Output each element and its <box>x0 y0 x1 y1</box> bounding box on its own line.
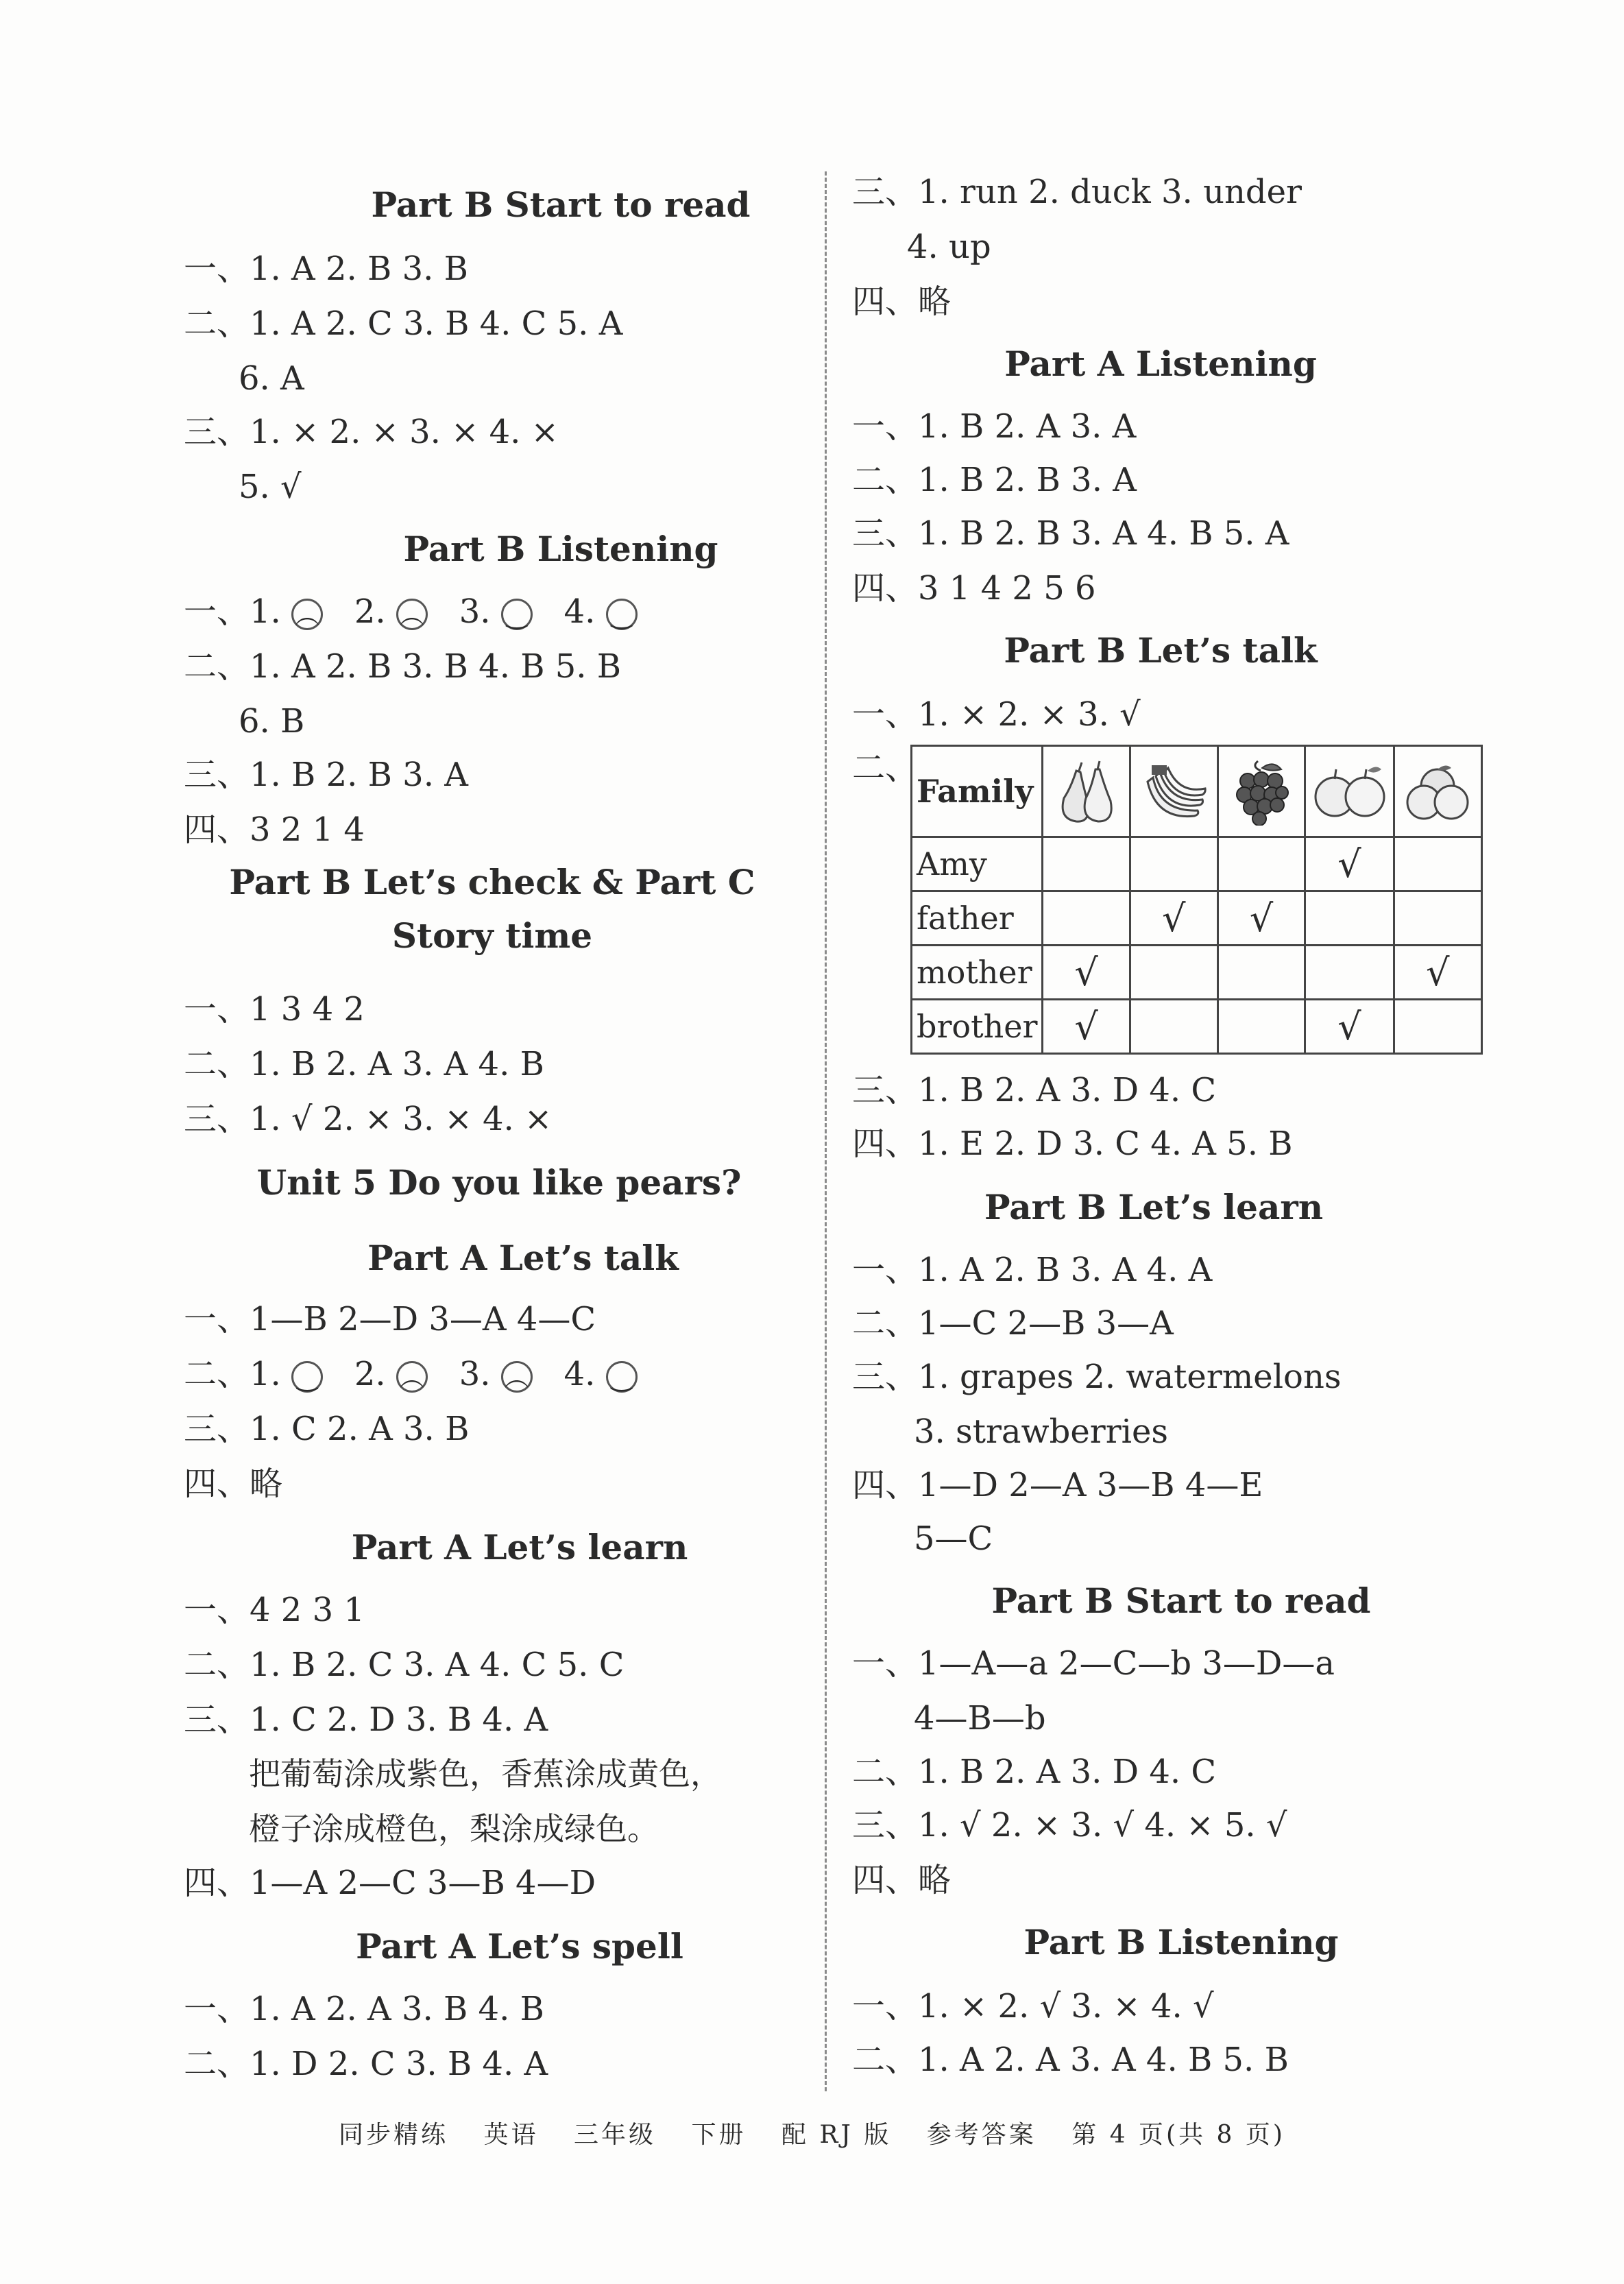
answer-line: 四、略 <box>852 283 952 321</box>
check-cell <box>1394 891 1481 946</box>
answer-line: 四、1. E 2. D 3. C 4. A 5. B <box>852 1125 1293 1163</box>
apple-icon <box>1305 746 1394 837</box>
smile-face-icon: ‿ <box>606 1361 638 1393</box>
answer-line: 二、1—C 2—B 3—A <box>852 1304 1174 1343</box>
column-divider <box>825 171 827 2091</box>
answer-number: 2. <box>354 1355 386 1393</box>
footer-subject: 英语 <box>483 2121 539 2149</box>
check-cell <box>1043 837 1130 891</box>
answer-line: 一、4 2 3 1 <box>184 1591 365 1629</box>
table-row <box>912 1000 1482 1054</box>
unit-title: Unit 5 Do you like pears? <box>256 1162 742 1203</box>
check-cell <box>1218 946 1305 1000</box>
answer-line: 一、1. × 2. √ 3. × 4. √ <box>852 1987 1214 2025</box>
section-title: Part A Let’s talk <box>367 1238 679 1278</box>
answer-line: 三、1. B 2. A 3. D 4. C <box>852 1071 1217 1109</box>
grape-icon <box>1218 746 1305 837</box>
sad-face-icon: ︵ <box>291 599 323 630</box>
banana-icon <box>1130 746 1217 837</box>
answer-number: 4. <box>563 592 596 631</box>
answer-line: 三、1. √ 2. × 3. × 4. × <box>184 1100 553 1138</box>
answer-line: 5. √ <box>239 468 302 506</box>
answer-line: 把葡萄涂成紫色，香蕉涂成黄色， <box>249 1755 722 1792</box>
answer-line: 四、1—A 2—C 3—B 4—D <box>184 1864 596 1902</box>
answer-number: 4. <box>563 1355 596 1393</box>
sad-face-icon: ︵ <box>396 599 428 630</box>
check-cell <box>1218 1000 1305 1054</box>
answer-line: 四、3 2 1 4 <box>184 810 365 849</box>
answer-line: 一、1. B 2. A 3. A <box>852 407 1137 446</box>
footer-page-number: 第 4 页(共 8 页) <box>1071 2121 1285 2149</box>
footer-grade: 三年级 <box>573 2121 656 2149</box>
section-title: Story time <box>391 915 593 956</box>
section-title: Part B Let’s check & Part C <box>229 862 755 902</box>
answer-line: 二、1. A 2. B 3. B 4. B 5. B <box>184 647 622 686</box>
answer-line: 三、1. × 2. × 3. × 4. × <box>184 413 559 451</box>
answer-line: 一、1. A 2. B 3. A 4. A <box>852 1251 1213 1289</box>
answer-number: 3. <box>459 1355 491 1393</box>
table-row <box>912 837 1482 891</box>
smile-face-icon: ‿ <box>501 599 533 630</box>
answer-line: 四、略 <box>852 1861 952 1899</box>
answer-line: 四、1—D 2—A 3—B 4—E <box>852 1466 1263 1504</box>
answer-line: 三、1. C 2. D 3. B 4. A <box>184 1700 548 1739</box>
answer-line: 二、 <box>852 749 919 787</box>
check-cell <box>1394 1000 1481 1054</box>
page-footer <box>0 2115 1624 2150</box>
answer-line: 一、1—B 2—D 3—A 4—C <box>184 1300 596 1338</box>
answer-line: 5—C <box>914 1519 993 1558</box>
table-row <box>912 891 1482 946</box>
answer-line: 二、1. A 2. C 3. B 4. C 5. A <box>184 304 623 343</box>
section-title: Part B Start to read <box>991 1580 1371 1621</box>
check-cell: √ <box>1394 946 1481 1000</box>
table-header-row <box>912 746 1482 837</box>
answer-line: 一、1—A—a 2—C—b 3—D—a <box>852 1644 1335 1683</box>
pear-icon <box>1043 746 1130 837</box>
section-title: Part A Let’s spell <box>356 1926 683 1967</box>
answer-line: 三、1. C 2. A 3. B <box>184 1410 470 1448</box>
answer-line: 二、1. D 2. C 3. B 4. A <box>184 2045 548 2083</box>
answer-line: 一、1 3 4 2 <box>184 990 365 1029</box>
sad-face-icon: ︵ <box>501 1361 533 1393</box>
answer-line-faces <box>184 592 638 631</box>
check-cell <box>1043 891 1130 946</box>
section-title: Part A Let’s learn <box>351 1527 688 1567</box>
section-title: Part B Listening <box>1023 1922 1339 1962</box>
table-row <box>912 946 1482 1000</box>
answer-line-faces <box>184 1355 638 1393</box>
answer-line: 二、1. B 2. A 3. A 4. B <box>184 1045 544 1083</box>
check-cell <box>1130 837 1217 891</box>
footer-edition: 配 RJ 版 <box>781 2121 892 2149</box>
section-title: Part B Listening <box>403 529 718 569</box>
smile-face-icon: ‿ <box>291 1361 323 1393</box>
section-title: Part B Let’s talk <box>1004 630 1318 671</box>
check-cell: √ <box>1043 1000 1130 1054</box>
row-label: brother <box>912 1000 1043 1054</box>
answer-line: 三、1. √ 2. × 3. √ 4. × 5. √ <box>852 1806 1287 1844</box>
answer-line: 6. A <box>239 359 304 398</box>
check-cell <box>1130 946 1217 1000</box>
section-title: Part A Listening <box>1004 344 1317 384</box>
check-cell <box>1305 891 1394 946</box>
check-cell: √ <box>1305 837 1394 891</box>
row-label: Amy <box>912 837 1043 891</box>
check-cell: √ <box>1305 1000 1394 1054</box>
answer-line: 一、1. A 2. B 3. B <box>184 250 468 288</box>
check-cell <box>1218 837 1305 891</box>
answer-line: 二、1. B 2. B 3. A <box>852 461 1137 499</box>
family-fruit-table <box>910 745 1483 1055</box>
check-cell: √ <box>1130 891 1217 946</box>
row-label: father <box>912 891 1043 946</box>
check-cell: √ <box>1043 946 1130 1000</box>
answer-number: 2. <box>354 592 386 631</box>
footer-kind: 参考答案 <box>926 2121 1037 2149</box>
answer-line: 6. B <box>239 702 305 741</box>
answer-line: 4. up <box>907 228 991 266</box>
section-title: Part B Let’s learn <box>984 1187 1324 1227</box>
answer-line: 二、1. B 2. A 3. D 4. C <box>852 1753 1217 1791</box>
answer-number: 3. <box>459 592 491 631</box>
sad-face-icon: ︵ <box>396 1361 428 1393</box>
orange-icon <box>1394 746 1481 837</box>
answer-line: 三、1. B 2. B 3. A <box>184 756 468 794</box>
answer-line: 二、1. A 2. A 3. A 4. B 5. B <box>852 2041 1289 2079</box>
check-cell <box>1130 1000 1217 1054</box>
answer-line: 四、3 1 4 2 5 6 <box>852 569 1096 608</box>
answer-line: 二、1. B 2. C 3. A 4. C 5. C <box>184 1646 625 1684</box>
smile-face-icon: ‿ <box>606 599 638 630</box>
answer-line: 四、略 <box>184 1465 283 1503</box>
answer-line: 橙子涂成橙色，梨涂成绿色。 <box>249 1810 659 1847</box>
table-header-family: Family <box>912 746 1043 837</box>
footer-book: 同步精练 <box>339 2121 449 2149</box>
check-cell: √ <box>1218 891 1305 946</box>
row-label: mother <box>912 946 1043 1000</box>
answer-line: 4—B—b <box>914 1699 1046 1738</box>
answer-number: 一、1. <box>184 592 281 631</box>
answer-line: 一、1. × 2. × 3. √ <box>852 695 1141 734</box>
answer-line: 3. strawberries <box>914 1413 1169 1451</box>
answer-line: 三、1. grapes 2. watermelons <box>852 1358 1342 1396</box>
answer-line: 三、1. run 2. duck 3. under <box>852 173 1302 211</box>
answer-line: 三、1. B 2. B 3. A 4. B 5. A <box>852 514 1289 553</box>
section-title: Part B Start to read <box>371 184 751 225</box>
answer-line: 一、1. A 2. A 3. B 4. B <box>184 1990 544 2028</box>
answer-number: 二、1. <box>184 1355 281 1393</box>
check-cell <box>1394 837 1481 891</box>
check-cell <box>1305 946 1394 1000</box>
footer-volume: 下册 <box>691 2121 747 2149</box>
